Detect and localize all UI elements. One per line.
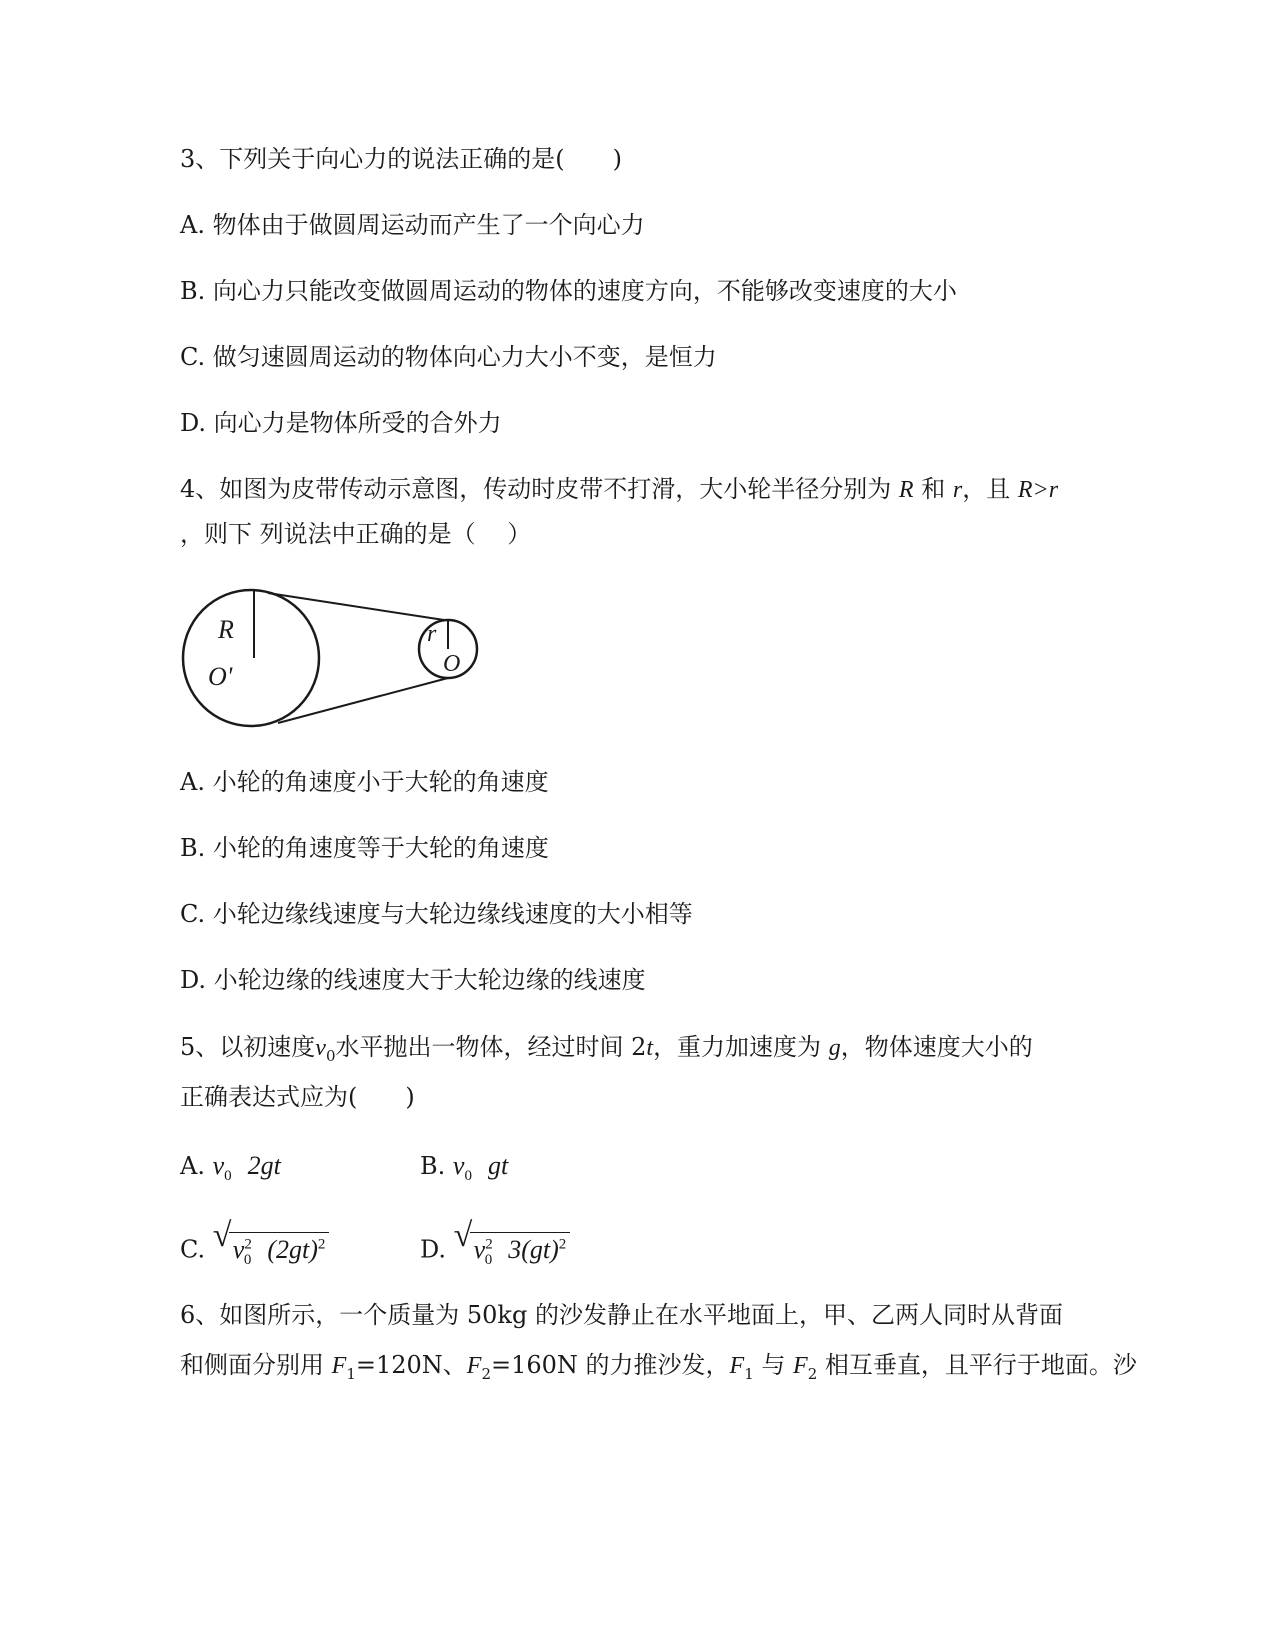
q5-option-c-v-sub: 0 <box>243 1251 252 1268</box>
q5-option-d-v: v <box>473 1234 486 1264</box>
q4-condition: R>r <box>1017 477 1059 503</box>
q6-line2-end: 相互垂直，且平行于地面。沙 <box>824 1351 1137 1379</box>
q6-F2-sub: 2 <box>481 1364 491 1383</box>
q4-symbol-r: r <box>952 477 963 503</box>
q6-line2 <box>180 1349 1137 1390</box>
q4-option-c: C. 小轮边缘线速度与大轮边缘线速度的大小相等 <box>180 900 693 928</box>
label-r: r <box>427 621 437 647</box>
q5-option-d: D. √ $v^2_0$ 3(gt)$^2$ <box>420 1228 570 1276</box>
q6-f1-val: =120N、 <box>355 1351 467 1379</box>
label-O: O <box>443 651 461 677</box>
q4-he: 和 <box>921 475 946 503</box>
q5-option-d-v-sup: 2 <box>485 1236 493 1252</box>
q5-option-c-v: v <box>232 1234 245 1264</box>
q5-option-a-v: v <box>212 1151 225 1180</box>
q6-line1: 6、如图所示，一个质量为 50kg 的沙发静止在水平地面上，甲、乙两人同时从背面 <box>180 1301 1063 1329</box>
q5-option-a-v-sub: 0 <box>224 1168 232 1185</box>
q5-option-a-label: A. <box>180 1152 205 1180</box>
q5-option-c-expr: (2gt) <box>267 1234 318 1264</box>
q6-F2: F <box>466 1353 482 1379</box>
q4-qie: ，且 <box>962 475 1011 503</box>
q6-f2-val: =160N 的力推沙发， <box>491 1351 730 1379</box>
q3-option-c: C. 做匀速圆周运动的物体向心力大小不变，是恒力 <box>180 343 717 371</box>
q5-stem-a2: 水平抛出一物体，经过时间 2 <box>335 1033 647 1061</box>
q4-stem-line1 <box>180 473 1058 506</box>
q5-option-d-v-sub: 0 <box>484 1251 493 1268</box>
belt-drive-diagram <box>178 583 488 733</box>
q6-yu: 与 <box>761 1351 786 1379</box>
q5-option-d-sq: 2 <box>558 1236 567 1252</box>
q5-stem-a3: ，重力加速度为 <box>653 1033 822 1061</box>
q6-F1-sub: 1 <box>346 1364 356 1383</box>
q6-F2b-sub: 2 <box>807 1364 818 1383</box>
q5-option-b-v: v <box>452 1151 465 1180</box>
q5-t: t <box>646 1035 654 1061</box>
q5-option-d-label: D. <box>420 1235 447 1264</box>
q5-g: g <box>828 1035 841 1061</box>
q5-option-a-expr: 2gt <box>247 1151 281 1180</box>
q5-stem-a4: ，物体速度大小的 <box>840 1033 1033 1061</box>
q4-option-d: D. 小轮边缘的线速度大于大轮边缘的线速度 <box>180 966 646 994</box>
q5-stem-a1: 5、以初速度 <box>180 1033 316 1061</box>
q4-stem-line2: ，则下 列说法中正确的是（ ） <box>180 520 532 548</box>
q6-F1b-sub: 1 <box>744 1364 754 1383</box>
q4-stem-text: 4、如图为皮带传动示意图，传动时皮带不打滑，大小轮半径分别为 <box>180 475 892 503</box>
q6-F2b: F <box>793 1353 808 1379</box>
q5-option-c-label: C. <box>180 1235 206 1264</box>
q5-option-d-expr: 3(gt) <box>508 1234 559 1264</box>
q5-option-a <box>180 1150 281 1192</box>
large-wheel <box>183 590 319 726</box>
label-O-prime: O' <box>208 662 233 691</box>
q6-F1: F <box>331 1353 347 1379</box>
q4-option-a: A. 小轮的角速度小于大轮的角速度 <box>180 768 549 796</box>
q5-option-b-label: B. <box>420 1152 446 1180</box>
q6-line2-a: 和侧面分别用 <box>180 1351 324 1379</box>
q3-option-a: A. 物体由于做圆周运动而产生了一个向心力 <box>180 211 645 239</box>
q5-stem-line2: 正确表达式应为( ) <box>180 1083 415 1111</box>
q5-option-b-expr: gt <box>487 1151 509 1180</box>
q3-option-d: D. 向心力是物体所受的合外力 <box>180 409 502 437</box>
q3-option-b: B. 向心力只能改变做圆周运动的物体的速度方向，不能够改变速度的大小 <box>180 277 957 305</box>
q3-stem: 3、下列关于向心力的说法正确的是( ) <box>180 145 622 173</box>
q6-F1b: F <box>729 1353 745 1379</box>
q5-option-b-v-sub: 0 <box>464 1168 472 1185</box>
q5-stem-line1 <box>180 1031 1033 1072</box>
q5-option-c-v-sup: 2 <box>244 1236 252 1252</box>
q5-option-b <box>420 1150 508 1192</box>
label-R: R <box>218 615 234 644</box>
q5-v-sub: 0 <box>325 1046 336 1065</box>
q4-option-b: B. 小轮的角速度等于大轮的角速度 <box>180 834 549 862</box>
q5-option-c: C. √ $v^2_0$ $(2gt)^2$ <box>180 1228 329 1276</box>
q5-v: v <box>315 1035 326 1061</box>
q4-symbol-R: R <box>898 477 914 503</box>
q5-option-c-sq: 2 <box>317 1236 326 1252</box>
